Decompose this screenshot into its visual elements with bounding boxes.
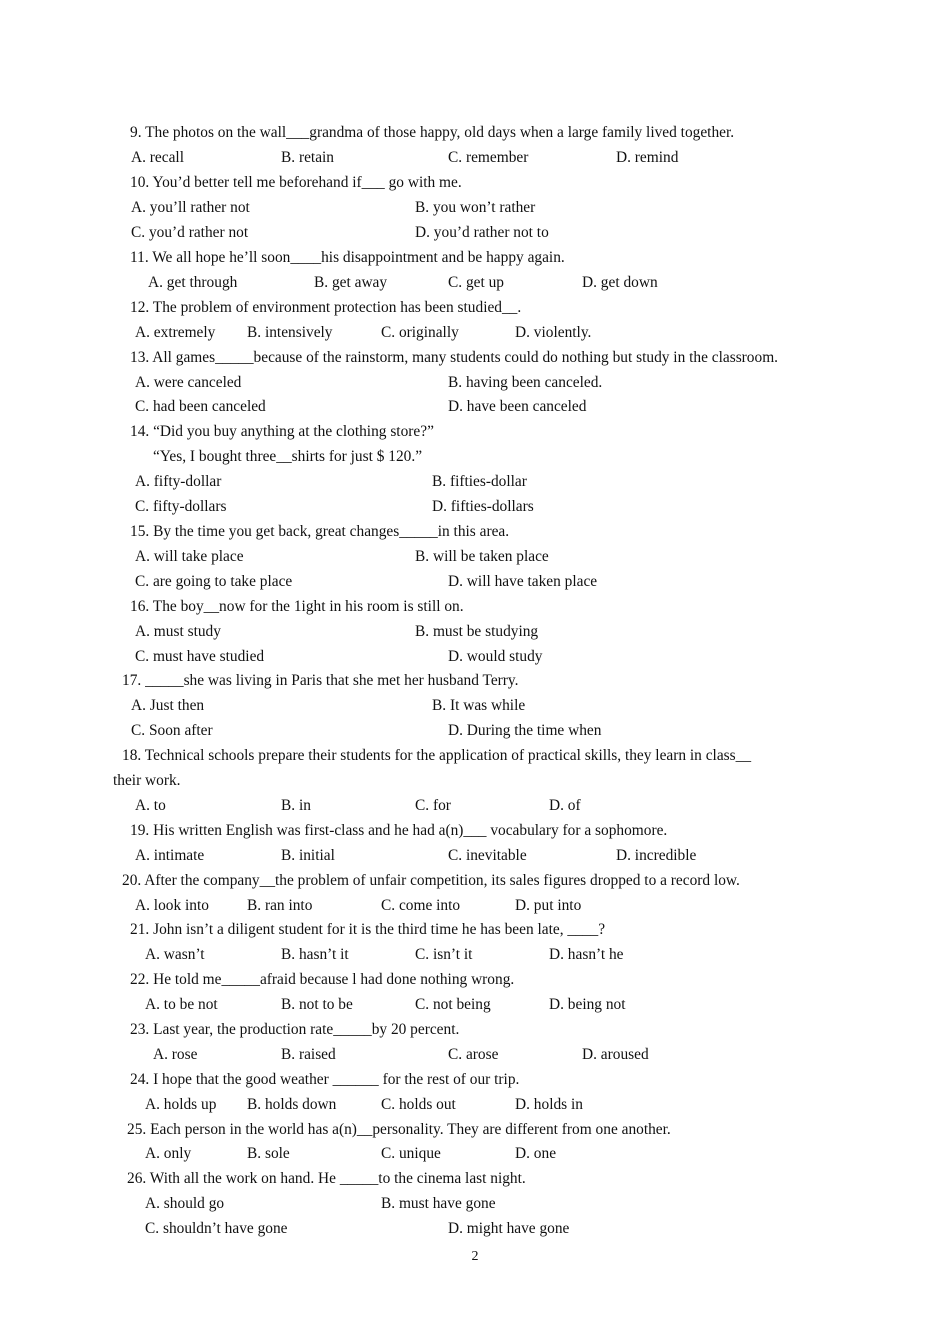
question-18-option-a: A. to — [135, 797, 166, 814]
question-13-option-d: D. have been canceled — [448, 398, 587, 415]
question-18-option-c: C. for — [415, 797, 451, 814]
question-21-stem: 21. John isn’t a diligent student for it is the third time he has been late, ____? — [130, 921, 606, 938]
question-24-option-c: C. holds out — [381, 1096, 456, 1113]
question-17-option-d: D. During the time when — [448, 722, 602, 739]
question-23-option-a: A. rose — [153, 1046, 198, 1063]
question-22-option-d: D. being not — [549, 996, 626, 1013]
question-21-option-d: D. hasn’t he — [549, 946, 624, 963]
question-21-option-a: A. wasn’t — [145, 946, 205, 963]
question-9-option-b: B. retain — [281, 149, 334, 166]
question-19-option-a: A. intimate — [135, 847, 205, 864]
question-18-option-d: D. of — [549, 797, 581, 814]
question-11-option-a: A. get through — [148, 274, 238, 291]
question-22-option-b: B. not to be — [281, 996, 353, 1013]
question-10-stem: 10. You’d better tell me beforehand if___ go with me. — [130, 174, 462, 191]
question-22-option-a: A. to be not — [145, 996, 218, 1013]
question-17-option-c: C. Soon after — [131, 722, 213, 739]
question-26-stem: 26. With all the work on hand. He _____to the cinema last night. — [127, 1170, 526, 1187]
question-25-option-a: A. only — [145, 1145, 192, 1162]
question-17-option-b: B. It was while — [432, 697, 526, 714]
question-19-option-b: B. initial — [281, 847, 335, 864]
question-23-stem: 23. Last year, the production rate_____by 20 percent. — [130, 1021, 460, 1038]
question-23-option-c: C. arose — [448, 1046, 499, 1063]
question-17-stem: 17. _____she was living in Paris that she met her husband Terry. — [122, 672, 519, 689]
question-18-option-b: B. in — [281, 797, 311, 814]
question-25-option-b: B. sole — [247, 1145, 290, 1162]
question-20-option-c: C. come into — [381, 897, 461, 914]
question-17-option-a: A. Just then — [131, 697, 205, 714]
question-13-option-c: C. had been canceled — [135, 398, 266, 415]
page-number: 2 — [471, 1249, 479, 1264]
question-26-option-d: D. might have gone — [448, 1220, 570, 1237]
question-10-option-c: C. you’d rather not — [131, 224, 249, 241]
question-15-option-b: B. will be taken place — [415, 548, 549, 565]
question-14-option-c: C. fifty-dollars — [135, 498, 227, 515]
question-9-option-c: C. remember — [448, 149, 529, 166]
question-16-option-c: C. must have studied — [135, 648, 265, 665]
question-24-option-b: B. holds down — [247, 1096, 337, 1113]
question-15-option-c: C. are going to take place — [135, 573, 293, 590]
question-20-option-d: D. put into — [515, 897, 582, 914]
question-22-option-c: C. not being — [415, 996, 491, 1013]
question-11-option-c: C. get up — [448, 274, 505, 291]
question-11-option-d: D. get down — [582, 274, 658, 291]
question-23-option-b: B. raised — [281, 1046, 336, 1063]
question-21-option-c: C. isn’t it — [415, 946, 473, 963]
question-12-stem: 12. The problem of environment protection has been studied__. — [130, 299, 522, 316]
question-11-stem: 11. We all hope he’ll soon____his disappointment and be happy again. — [130, 249, 565, 266]
question-15-stem: 15. By the time you get back, great changes_____in this area. — [130, 523, 510, 540]
question-23-option-d: D. aroused — [582, 1046, 649, 1063]
question-9-stem: 9. The photos on the wall___grandma of those happy, old days when a large family lived together. — [130, 124, 735, 141]
question-19-stem: 19. His written English was first-class and he had a(n)___ vocabulary for a sophomore. — [130, 822, 668, 839]
question-19-option-d: D. incredible — [616, 847, 697, 864]
question-24-option-a: A. holds up — [145, 1096, 217, 1113]
question-10-option-b: B. you won’t rather — [415, 199, 536, 216]
question-14-stem: 14. “Did you buy anything at the clothing store?” — [130, 423, 434, 440]
question-16-stem: 16. The boy__now for the 1ight in his room is still on. — [130, 598, 464, 615]
question-21-option-b: B. hasn’t it — [281, 946, 349, 963]
question-14-option-b: B. fifties-dollar — [432, 473, 527, 490]
question-19-option-c: C. inevitable — [448, 847, 527, 864]
question-13-stem: 13. All games_____because of the rainstorm, many students could do nothing but study in the classroom. — [130, 349, 779, 366]
question-26-option-c: C. shouldn’t have gone — [145, 1220, 288, 1237]
question-25-option-c: C. unique — [381, 1145, 441, 1162]
question-12-option-b: B. intensively — [247, 324, 333, 341]
question-12-option-c: C. originally — [381, 324, 459, 341]
question-9-option-d: D. remind — [616, 149, 679, 166]
question-20-stem: 20. After the company__the problem of unfair competition, its sales figures dropped to a record low. — [122, 872, 740, 889]
question-13-option-a: A. were canceled — [135, 374, 242, 391]
question-16-option-b: B. must be studying — [415, 623, 539, 640]
question-9-option-a: A. recall — [131, 149, 184, 166]
question-15-option-d: D. will have taken place — [448, 573, 598, 590]
question-24-option-d: D. holds in — [515, 1096, 583, 1113]
question-12-option-d: D. violently. — [515, 324, 592, 341]
question-15-option-a: A. will take place — [135, 548, 244, 565]
question-18-stem: 18. Technical schools prepare their students for the application of practical skills, they learn in class__ — [122, 747, 752, 764]
question-22-stem: 22. He told me_____afraid because l had done nothing wrong. — [130, 971, 515, 988]
question-26-option-a: A. should go — [145, 1195, 225, 1212]
question-16-option-d: D. would study — [448, 648, 543, 665]
question-24-stem: 24. I hope that the good weather ______ for the rest of our trip. — [130, 1071, 520, 1088]
question-25-stem: 25. Each person in the world has a(n)__personality. They are different from one another. — [127, 1121, 671, 1138]
question-18-stem-line-2: their work. — [113, 772, 181, 789]
question-14-option-d: D. fifties-dollars — [432, 498, 534, 515]
question-10-option-d: D. you’d rather not to — [415, 224, 549, 241]
question-14-option-a: A. fifty-dollar — [135, 473, 222, 490]
question-11-option-b: B. get away — [314, 274, 388, 291]
question-25-option-d: D. one — [515, 1145, 557, 1162]
question-26-option-b: B. must have gone — [381, 1195, 496, 1212]
question-14-stem-line-2: “Yes, I bought three__shirts for just $ 120.” — [153, 448, 423, 465]
question-20-option-a: A. look into — [135, 897, 209, 914]
question-13-option-b: B. having been canceled. — [448, 374, 603, 391]
question-12-option-a: A. extremely — [135, 324, 216, 341]
question-16-option-a: A. must study — [135, 623, 221, 640]
question-20-option-b: B. ran into — [247, 897, 313, 914]
question-10-option-a: A. you’ll rather not — [131, 199, 250, 216]
